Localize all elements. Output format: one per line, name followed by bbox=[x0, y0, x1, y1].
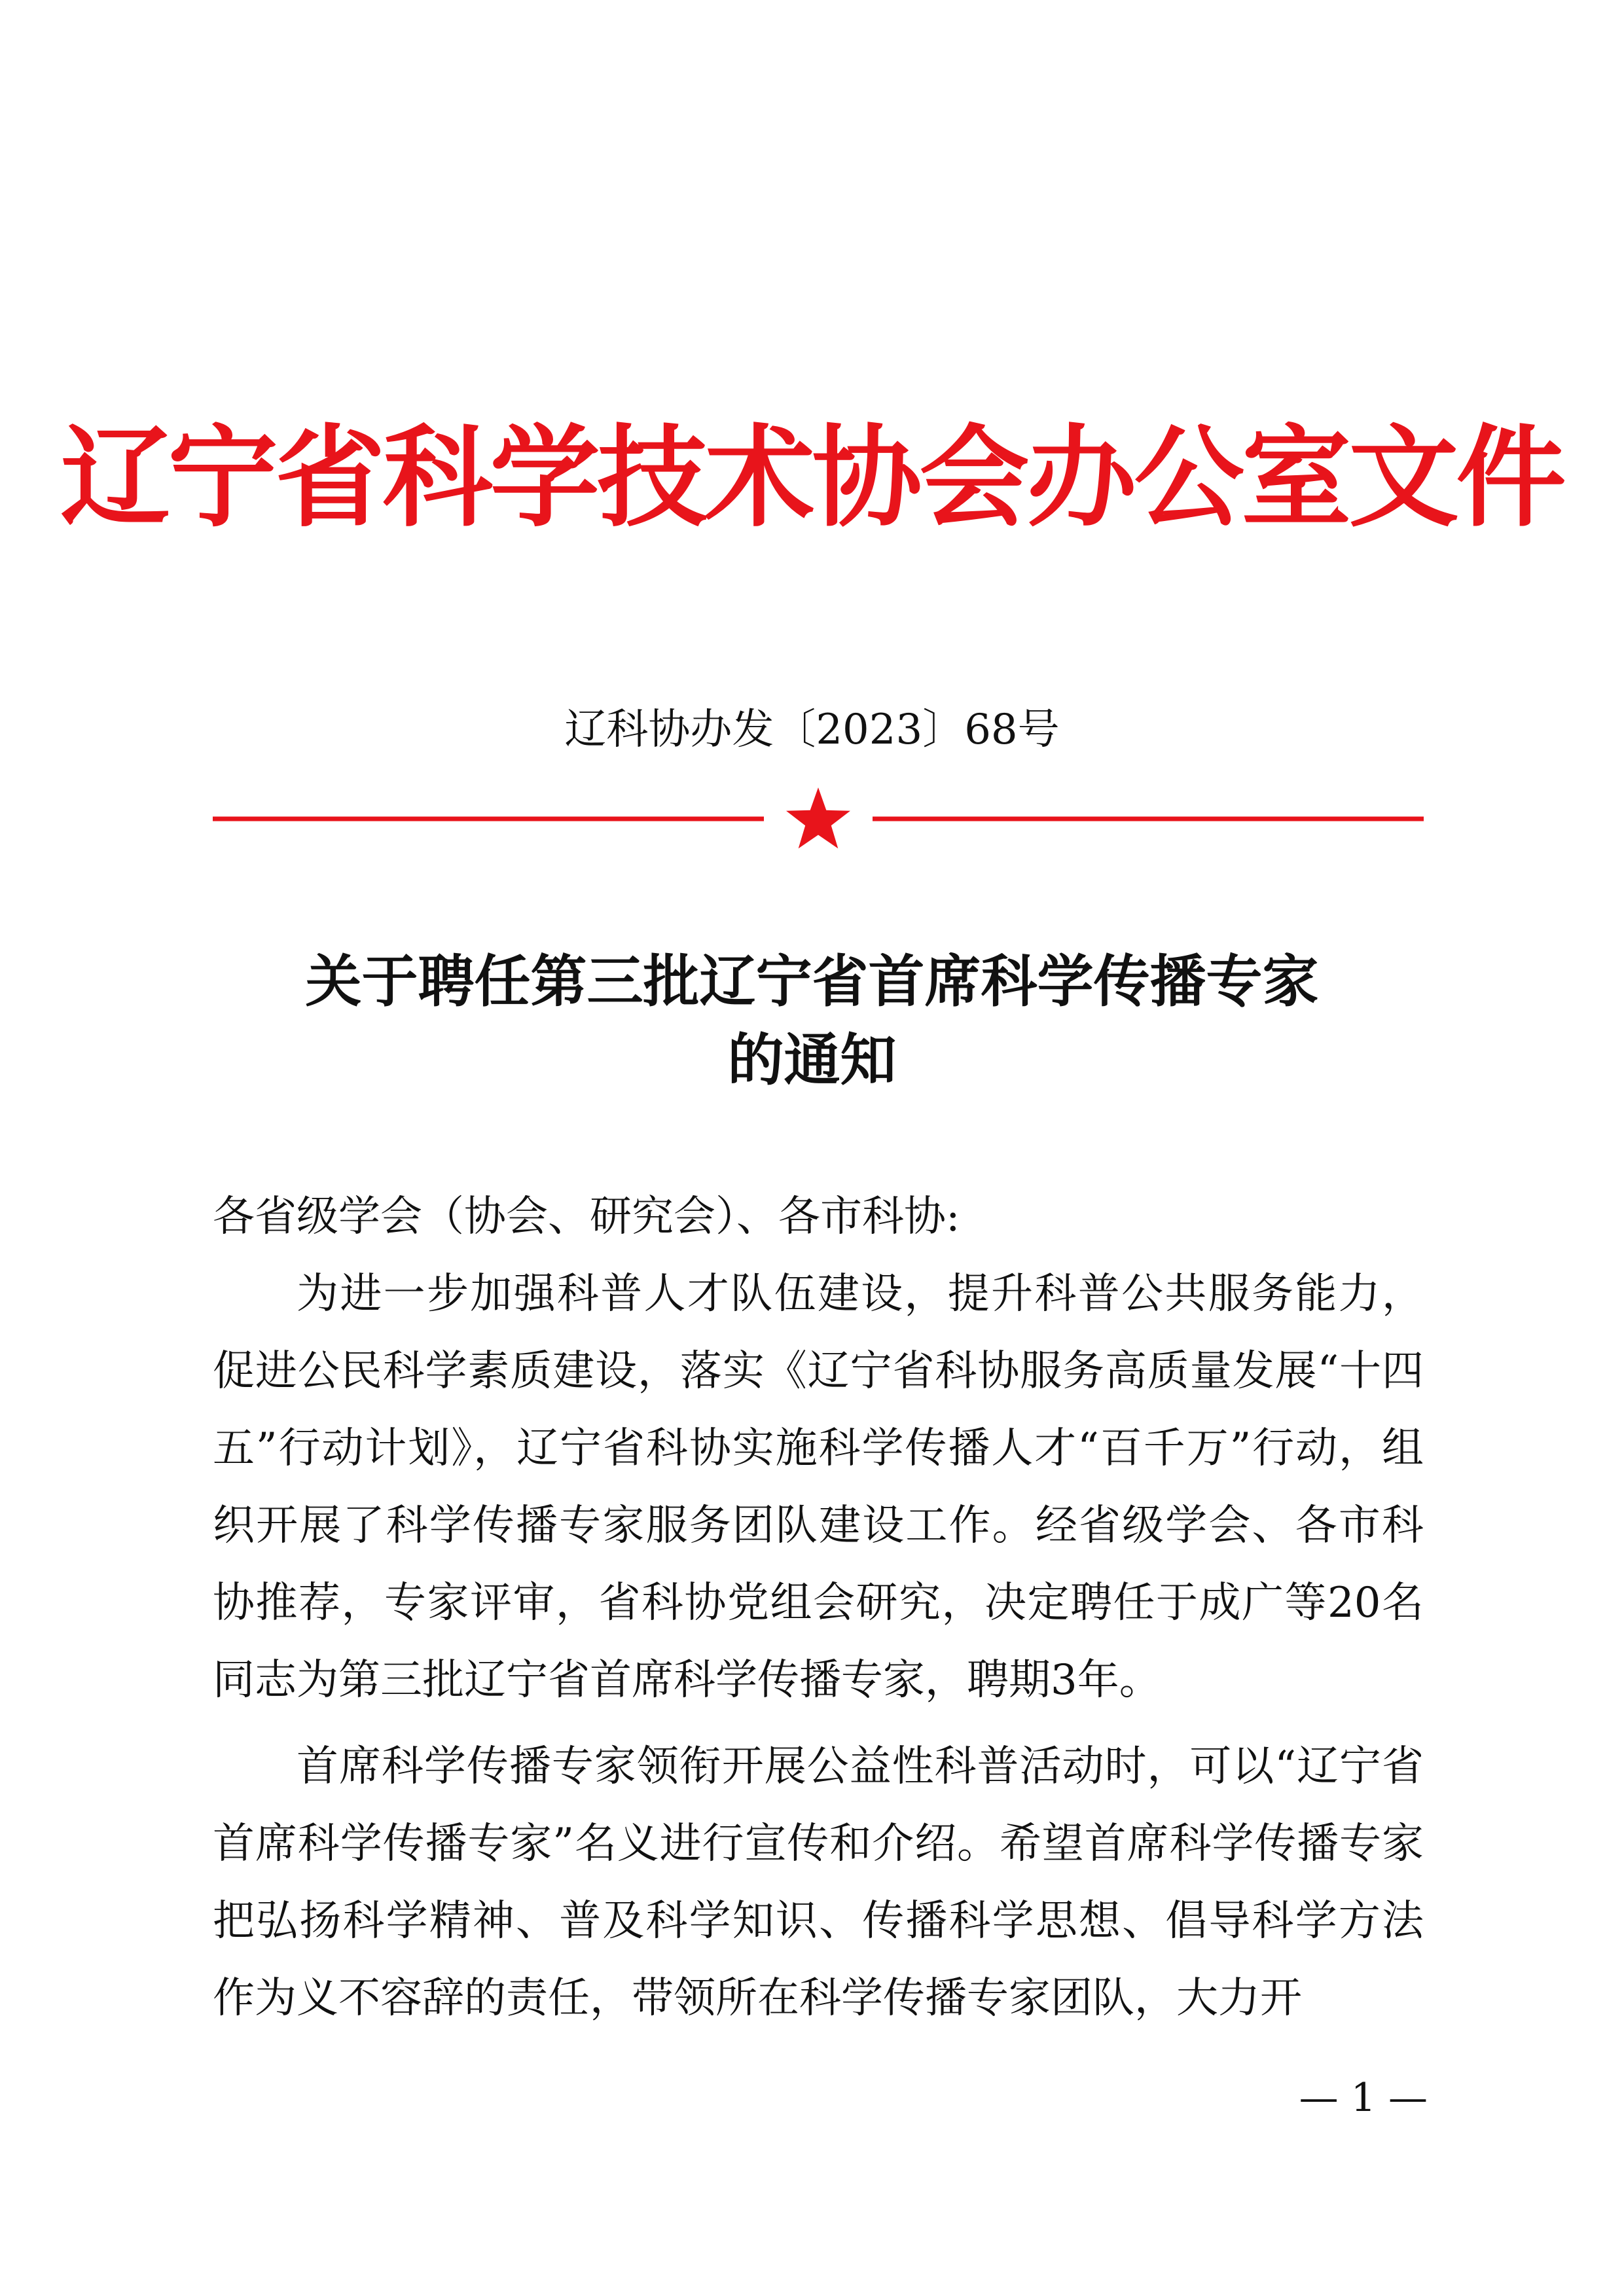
document-masthead: 辽宁省科学技术协会办公室文件 bbox=[60, 414, 1564, 542]
salutation: 各省级学会（协会、研究会）、各市科协: bbox=[213, 1193, 960, 1241]
document-title bbox=[0, 943, 1624, 1100]
title-line-1: 关于聘任第三批辽宁省首席科学传播专家 bbox=[305, 948, 1319, 1015]
document-body bbox=[213, 1178, 1424, 2046]
document-number: 辽科协办发〔2023〕68号 bbox=[564, 706, 1060, 754]
page-number: — 1 — bbox=[1299, 2075, 1428, 2121]
title-line-2: 的通知 bbox=[727, 1027, 897, 1093]
red-divider bbox=[213, 782, 1424, 861]
body-paragraph-2: 首席科学传播专家领衔开展公益性科普活动时，可以“辽宁省首席科学传播专家”名义进行宣传和介绍。希望首席科学传播专家把弘扬科学精神、普及科学知识、传播科学思想、倡导科学方法作为义不容辞的责任，带领所在科学传播专家团队，大力开 bbox=[213, 1742, 1424, 2023]
body-paragraph-1: 为进一步加强科普人才队伍建设，提升科普公共服务能力，促进公民科学素质建设，落实《辽宁省科协服务高质量发展“十四五”行动计划》，辽宁省科协实施科学传播人才“百千万”行动，组织开展了科学传播专家服务团队建设工作。经省级学会、各市科协推荐，专家评审，省科协党组会研究，决定聘任于成广等20名同志为第三批辽宁省首席科学传播专家，聘期3年。 bbox=[213, 1270, 1424, 1704]
star-icon bbox=[786, 787, 850, 848]
